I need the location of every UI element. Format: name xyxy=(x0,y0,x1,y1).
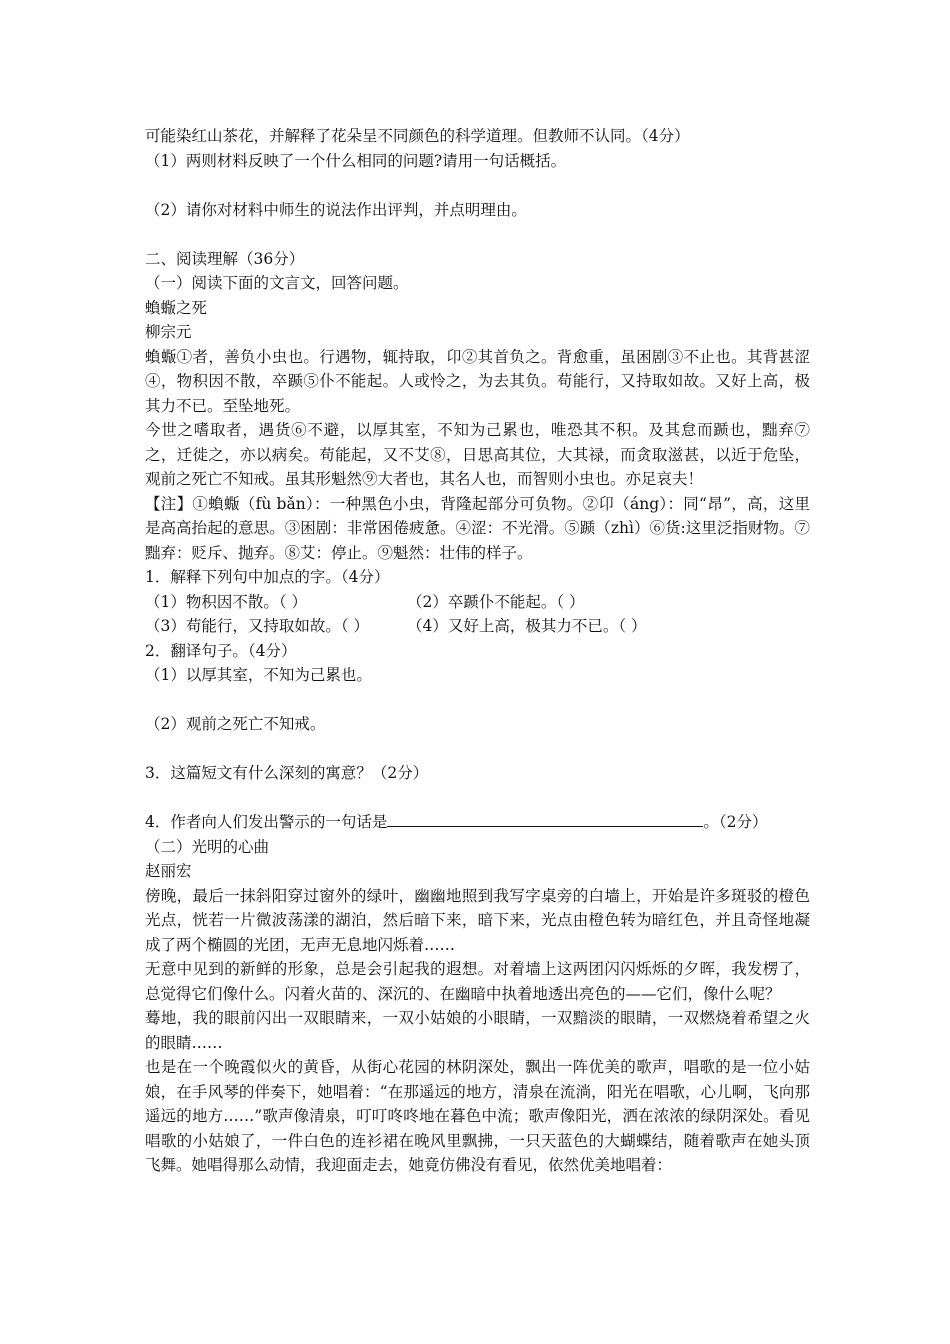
answer-space xyxy=(145,786,810,811)
question-title: 1．解释下列句中加点的字。（4分） xyxy=(145,568,390,586)
passage-paragraph: 也是在一个晚霞似火的黄昏，从街心花园的林阴深处，飘出一阵优美的歌声，唱歌的是一位小姑娘，在手风琴的伴奏下，她唱着：“在那遥远的地方，清泉在流淌，阳光在唱歌，心儿啊，飞向那遥远的地方……”歌声像清泉，叮叮咚咚地在暮色中流；歌声像阳光，洒在浓浓的绿阴深处。看见唱歌的小姑娘了，一件白色的连衫裙在晚风里飘拂，一只天蓝色的大蝴蝶结，随着歌声在她头顶飞舞。她唱得那么动情，我迎面走去，她竟仿佛没有看见，依然优美地唱着： xyxy=(145,1058,810,1174)
question-item: （2）卒踬仆不能起。（ ） xyxy=(407,592,585,611)
passage-paragraph: 蓦地，我的眼前闪出一双眼睛来，一双小姑娘的小眼睛，一双黯淡的眼睛，一双燃烧着希望之火的眼睛…… xyxy=(145,1009,810,1052)
question-row xyxy=(145,614,810,639)
answer-space xyxy=(145,737,810,762)
passage-paragraph: 今世之嗜取者，遇货⑥不避，以厚其室，不知为己累也，唯恐其不积。及其怠而踬也，黜弃⑦之，迁徙之，亦以病矣。苟能起，又不艾⑧，日思高其位，大其禄，而贪取滋甚，以近于危坠，观前之死亡不知戒。虽其形魁然⑨大者也，其名人也，而智则小虫也。亦足哀夫！ xyxy=(145,421,810,488)
question-2: （2）请你对材料中师生的说法作出评判，并点明理由。 xyxy=(145,200,527,219)
answer-space xyxy=(145,222,810,247)
question-4-suffix: 。（2分） xyxy=(703,813,768,831)
question-3: 3．这篇短文有什么深刻的寓意？（2分） xyxy=(145,764,429,782)
passage-paragraph: 傍晚，最后一抹斜阳穿过窗外的绿叶，幽幽地照到我写字桌旁的白墙上，开始是许多斑驳的橙色光点，恍若一片微波荡漾的湖泊，然后暗下来，暗下来，光点由橙色转为暗红色，并且奇怪地凝成了两个椭圆的光团，无声无息地闪烁着…… xyxy=(145,886,810,954)
question-item: （3）苟能行，又持取如故。（ ） xyxy=(145,617,370,635)
passage-paragraph: 蝜蝂①者，善负小虫也。行遇物，辄持取，卬②其首负之。背愈重，虽困剧③不止也。其背甚涩④，物积因不散，卒踬⑤仆不能起。人或怜之，为去其负。苟能行，又持取如故。又好上高，极其力不已。至坠地死。 xyxy=(145,347,810,415)
question-row xyxy=(145,590,810,615)
intro-line: 可能染红山茶花，并解释了花朵呈不同颜色的科学道理。但教师不认同。（4分） xyxy=(145,127,690,145)
document-page xyxy=(145,124,810,1178)
question-item: （4）又好上高，极其力不已。（ ） xyxy=(407,617,647,635)
question-1: （1）两则材料反映了一个什么相同的问题?请用一句话概括。 xyxy=(145,151,567,170)
passage-note: 【注】①蝜蝂（fù bǎn）：一种黑色小虫，背隆起部分可负物。②卬（áng）：同“昂”，高，这里是高高抬起的意思。③困剧：非常困倦疲惫。④涩：不光滑。⑤踬（zhì）⑥货:这里泛指财物。⑦黜弃：贬斥、抛弃。⑧艾：停止。⑨魁然：壮伟的样子。 xyxy=(145,494,810,562)
passage-author: 柳宗元 xyxy=(145,323,192,341)
question-title: 2．翻译句子。（4分） xyxy=(145,641,297,660)
question-item: （1）物积因不散。（ ） xyxy=(145,592,308,611)
answer-blank[interactable] xyxy=(387,810,703,827)
question-item: （2）观前之死亡不知戒。 xyxy=(145,715,326,733)
question-4 xyxy=(145,810,810,835)
section-title: 二、阅读理解（36分） xyxy=(145,249,305,268)
part2-heading: （二）光明的心曲 xyxy=(145,837,270,856)
part1-heading: （一）阅读下面的文言文，回答问题。 xyxy=(145,274,409,292)
question-item: （1）以厚其室，不知为己累也。 xyxy=(145,666,372,684)
question-4-prefix: 4．作者向人们发出警示的一句话是 xyxy=(145,813,388,831)
passage-paragraph: 无意中见到的新鲜的形象，总是会引起我的遐想。对着墙上这两团闪闪烁烁的夕晖，我发楞了，总觉得它们像什么。闪着火苗的、深沉的、在幽暗中执着地透出亮色的——它们，像什么呢？ xyxy=(145,960,810,1003)
answer-space xyxy=(145,688,810,713)
passage-title: 蝜蝂之死 xyxy=(145,298,208,317)
passage-author: 赵丽宏 xyxy=(145,862,192,880)
answer-space xyxy=(145,173,810,198)
